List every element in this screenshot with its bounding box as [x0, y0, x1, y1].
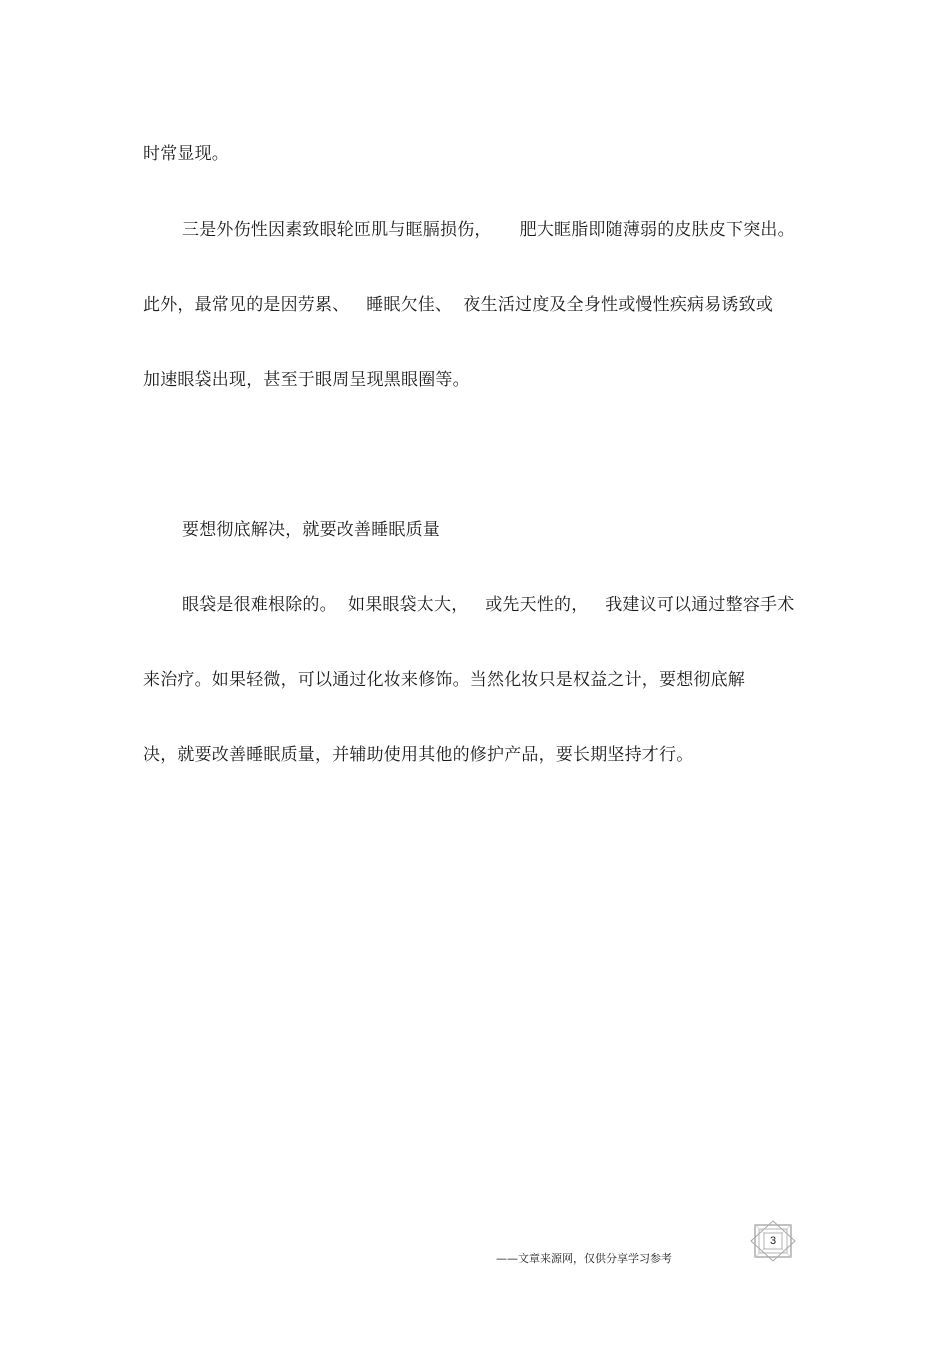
paragraph-line: 来治疗。如果轻微，可以通过化妆来修饰。当然化妆只是权益之计，要想彻底解	[143, 670, 745, 690]
section-heading: 要想彻底解决，就要改善睡眠质量	[182, 520, 440, 540]
paragraph-line: 时常显现。	[143, 144, 229, 164]
paragraph-line: 加速眼袋出现，甚至于眼周呈现黑眼圈等。	[143, 370, 470, 390]
paragraph-line: 眼袋是很难根除的。 如果眼袋太大， 或先天性的， 我建议可以通过整容手术	[182, 595, 795, 615]
page-number-badge	[749, 1220, 797, 1262]
footer-source-note: ——文章来源网，仅供分享学习参考	[496, 1252, 672, 1265]
page-number: 3	[769, 1235, 777, 1247]
paragraph-line: 此外，最常见的是因劳累、 睡眠欠佳、 夜生活过度及全身性或慢性疾病易诱致或	[143, 295, 774, 315]
paragraph-line: 决，就要改善睡眠质量，并辅助使用其他的修护产品，要长期坚持才行。	[143, 745, 694, 765]
paragraph-line: 三是外伤性因素致眼轮匝肌与眶膈损伤， 肥大眶脂即随薄弱的皮肤皮下突出。	[182, 220, 795, 240]
